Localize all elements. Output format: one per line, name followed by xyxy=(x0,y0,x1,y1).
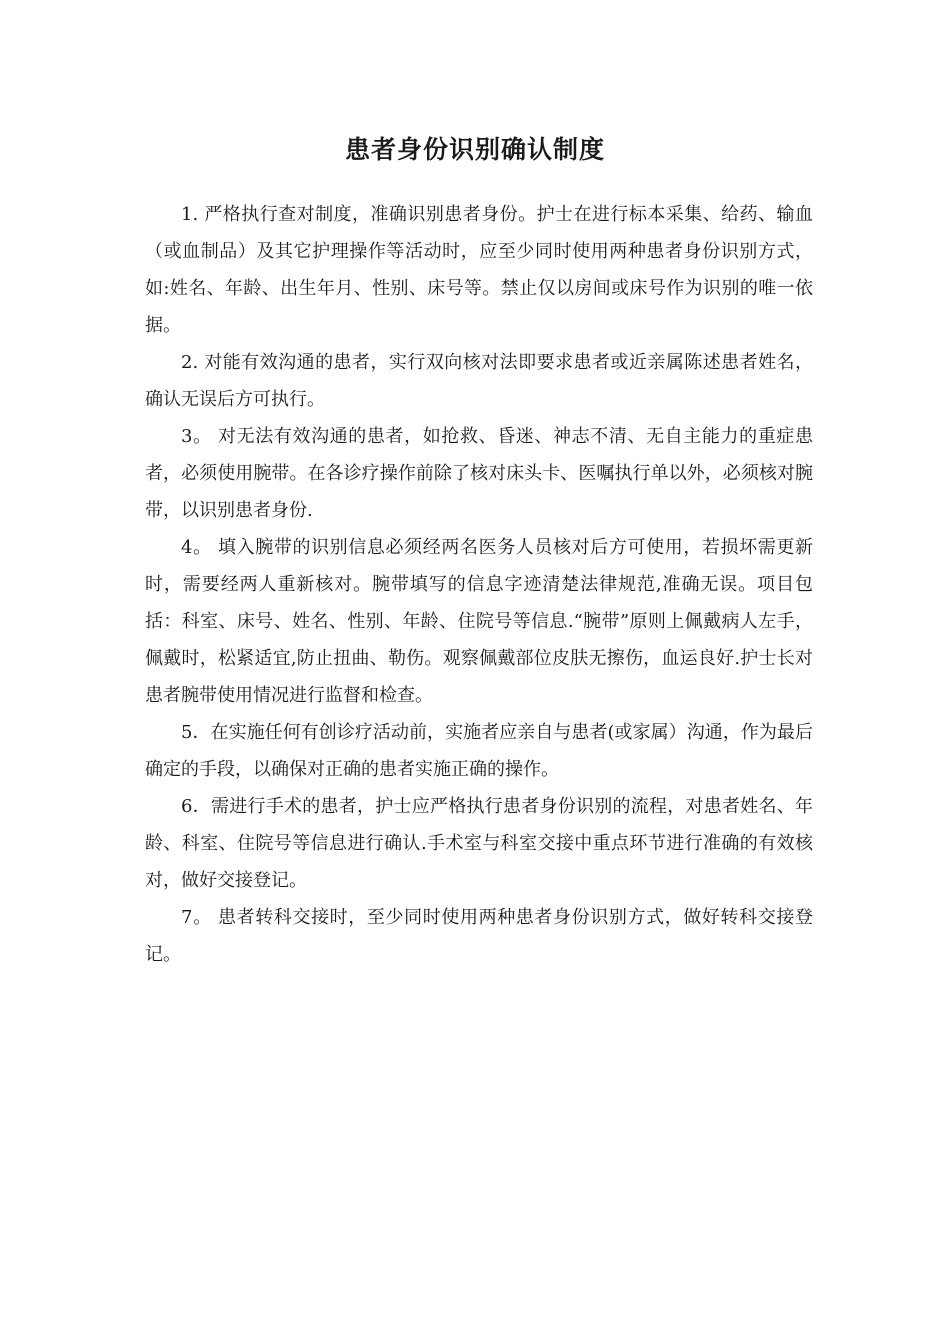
paragraph-5: 5．在实施任何有创诊疗活动前，实施者应亲自与患者(或家属）沟通，作为最后确定的手段，以确保对正确的患者实施正确的操作。 xyxy=(145,722,813,780)
document-title: 患者身份识别确认制度 xyxy=(344,135,605,164)
paragraph-1: 1. 严格执行查对制度，准确识别患者身份。护士在进行标本采集、给药、输血（或血制品）及其它护理操作等活动时，应至少同时使用两种患者身份识别方式，如:姓名、年龄、出生年月、性别、床号等。禁止仅以房间或床号作为识别的唯一依据。 xyxy=(145,204,813,336)
paragraph-2: 2. 对能有效沟通的患者，实行双向核对法即要求患者或近亲属陈述患者姓名，确认无误后方可执行。 xyxy=(145,352,813,410)
paragraph-7: 7。 患者转科交接时，至少同时使用两种患者身份识别方式，做好转科交接登记。 xyxy=(145,907,813,965)
paragraph-3: 3。 对无法有效沟通的患者，如抢救、昏迷、神志不清、无自主能力的重症患者，必须使用腕带。在各诊疗操作前除了核对床头卡、医嘱执行单以外，必须核对腕带，以识别患者身份. xyxy=(145,426,813,521)
document-body xyxy=(145,196,813,973)
paragraph-4: 4。 填入腕带的识别信息必须经两名医务人员核对后方可使用，若损坏需更新时，需要经两人重新核对。腕带填写的信息字迹清楚法律规范,准确无误。项目包括：科室、床号、姓名、性别、年龄、住院号等信息.“腕带”原则上佩戴病人左手，佩戴时，松紧适宜,防止扭曲、勒伤。观察佩戴部位皮肤无擦伤，血运良好.护士长对患者腕带使用情况进行监督和检查。 xyxy=(145,537,813,706)
paragraph-6: 6．需进行手术的患者，护士应严格执行患者身份识别的流程，对患者姓名、年龄、科室、住院号等信息进行确认.手术室与科室交接中重点环节进行准确的有效核对，做好交接登记。 xyxy=(145,796,813,891)
